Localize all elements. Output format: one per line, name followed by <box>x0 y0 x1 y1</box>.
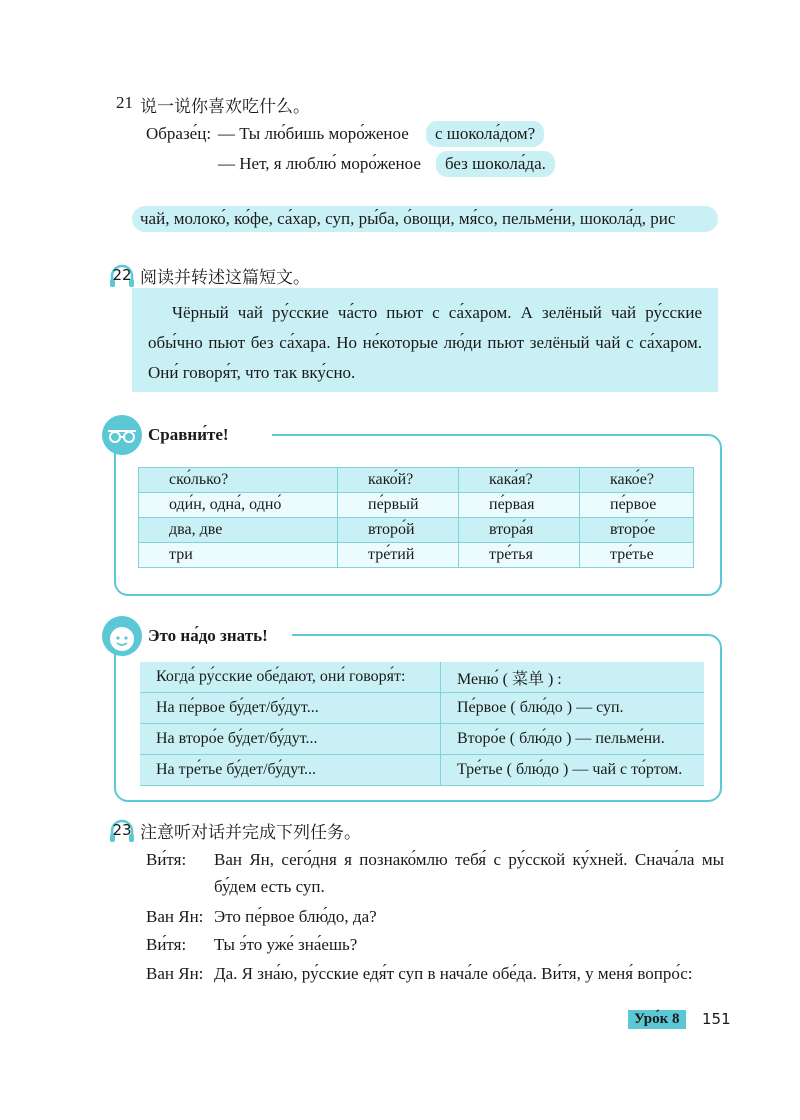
compare-row <box>139 543 694 568</box>
compare-cell: втора́я <box>459 518 580 543</box>
compare-cell: како́й? <box>338 468 459 493</box>
compare-title: Сравни́те! <box>148 425 229 444</box>
compare-cell: второ́е <box>580 518 694 543</box>
know-cell: Пе́рвое ( блю́до ) — суп. <box>441 693 705 724</box>
know-cell: Когда́ ру́сские обе́дают, они́ говоря́т: <box>140 662 441 693</box>
know-cell: Меню́ ( 菜单 ) : <box>441 662 705 693</box>
smiley-face-icon <box>100 614 144 658</box>
know-row <box>140 662 704 693</box>
know-cell: Тре́тье ( блю́до ) — чай с то́ртом. <box>441 755 705 786</box>
glasses-icon <box>100 413 144 457</box>
compare-cell: пе́рвая <box>459 493 580 518</box>
sample-line-2: — Нет, я люблю́ моро́женое <box>218 154 421 173</box>
know-row <box>140 724 704 755</box>
reading-text: Чёрный чай ру́сские ча́сто пьют с са́харом. А зелёный чай ру́сские обы́чно пьют без са́хара. Но не́которые лю́ди пьют зелёный чай с са́харом. Они́ говоря́т, что так вку́сно. <box>148 303 702 382</box>
word-bank: чай, молоко́, ко́фе, са́хар, суп, ры́ба, о́вощи, мя́со, пельме́ни, шокола́д, рис <box>132 206 718 232</box>
exercise-22-number: 22 <box>112 266 132 284</box>
dialogue-line: Ты э́то уже́ зна́ешь? <box>214 935 358 954</box>
compare-cell: тре́тий <box>338 543 459 568</box>
know-table <box>140 662 704 786</box>
compare-row <box>139 518 694 543</box>
compare-cell: тре́тья <box>459 543 580 568</box>
exercise-21-number: 21 <box>116 93 133 112</box>
dialogue-line: Это пе́рвое блю́до, да? <box>214 907 377 926</box>
compare-cell: тре́тье <box>580 543 694 568</box>
sample-label: Образе́ц: <box>146 124 212 143</box>
compare-cell: ско́лько? <box>139 468 338 493</box>
reading-text-box <box>132 288 718 392</box>
know-cell: На пе́рвое бу́дет/бу́дут... <box>140 693 441 724</box>
dialogue-line: Да. Я зна́ю, ру́сские едя́т суп в нача́ле обе́да. Ви́тя, у меня́ вопро́с: <box>214 964 693 983</box>
compare-cell: како́е? <box>580 468 694 493</box>
know-cell: На второ́е бу́дет/бу́дут... <box>140 724 441 755</box>
compare-row <box>139 468 694 493</box>
compare-cell: пе́рвый <box>338 493 459 518</box>
know-cell: На тре́тье бу́дет/бу́дут... <box>140 755 441 786</box>
dialogue-speaker: Ви́тя: <box>146 850 187 869</box>
dialogue-speaker: Ван Ян: <box>146 907 204 926</box>
exercise-23-number: 23 <box>112 821 132 839</box>
know-row <box>140 755 704 786</box>
compare-cell: два, две <box>139 518 338 543</box>
compare-cell: оди́н, одна́, одно́ <box>139 493 338 518</box>
lesson-label: Уро́к 8 <box>628 1010 686 1029</box>
exercise-22-badge <box>108 262 136 290</box>
exercise-21-instruction: 说一说你喜欢吃什么。 <box>140 97 310 117</box>
exercise-23-badge <box>108 817 136 845</box>
exercise-22-instruction: 阅读并转述这篇短文。 <box>140 268 310 288</box>
know-title: Это на́до знать! <box>148 626 268 645</box>
dialogue-speaker: Ван Ян: <box>146 964 204 983</box>
sample-line-1: — Ты лю́бишь моро́женое <box>218 124 409 143</box>
dialogue-speaker: Ви́тя: <box>146 935 187 954</box>
compare-cell: кака́я? <box>459 468 580 493</box>
compare-cell: пе́рвое <box>580 493 694 518</box>
compare-cell: три <box>139 543 338 568</box>
compare-table <box>138 467 694 568</box>
know-row <box>140 693 704 724</box>
sample-line-1-highlight: с шокола́дом? <box>426 121 544 147</box>
know-cell: Второ́е ( блю́до ) — пельме́ни. <box>441 724 705 755</box>
compare-row <box>139 493 694 518</box>
sample-line-2-highlight: без шокола́да. <box>436 151 555 177</box>
dialogue-line: Ван Ян, сего́дня я познако́млю тебя́ с ру́сской ку́хней. Снача́ла мы бу́дем есть суп. <box>214 850 724 896</box>
compare-cell: второ́й <box>338 518 459 543</box>
page-number: 151 <box>702 1010 731 1028</box>
exercise-23-instruction: 注意听对话并完成下列任务。 <box>140 823 361 843</box>
